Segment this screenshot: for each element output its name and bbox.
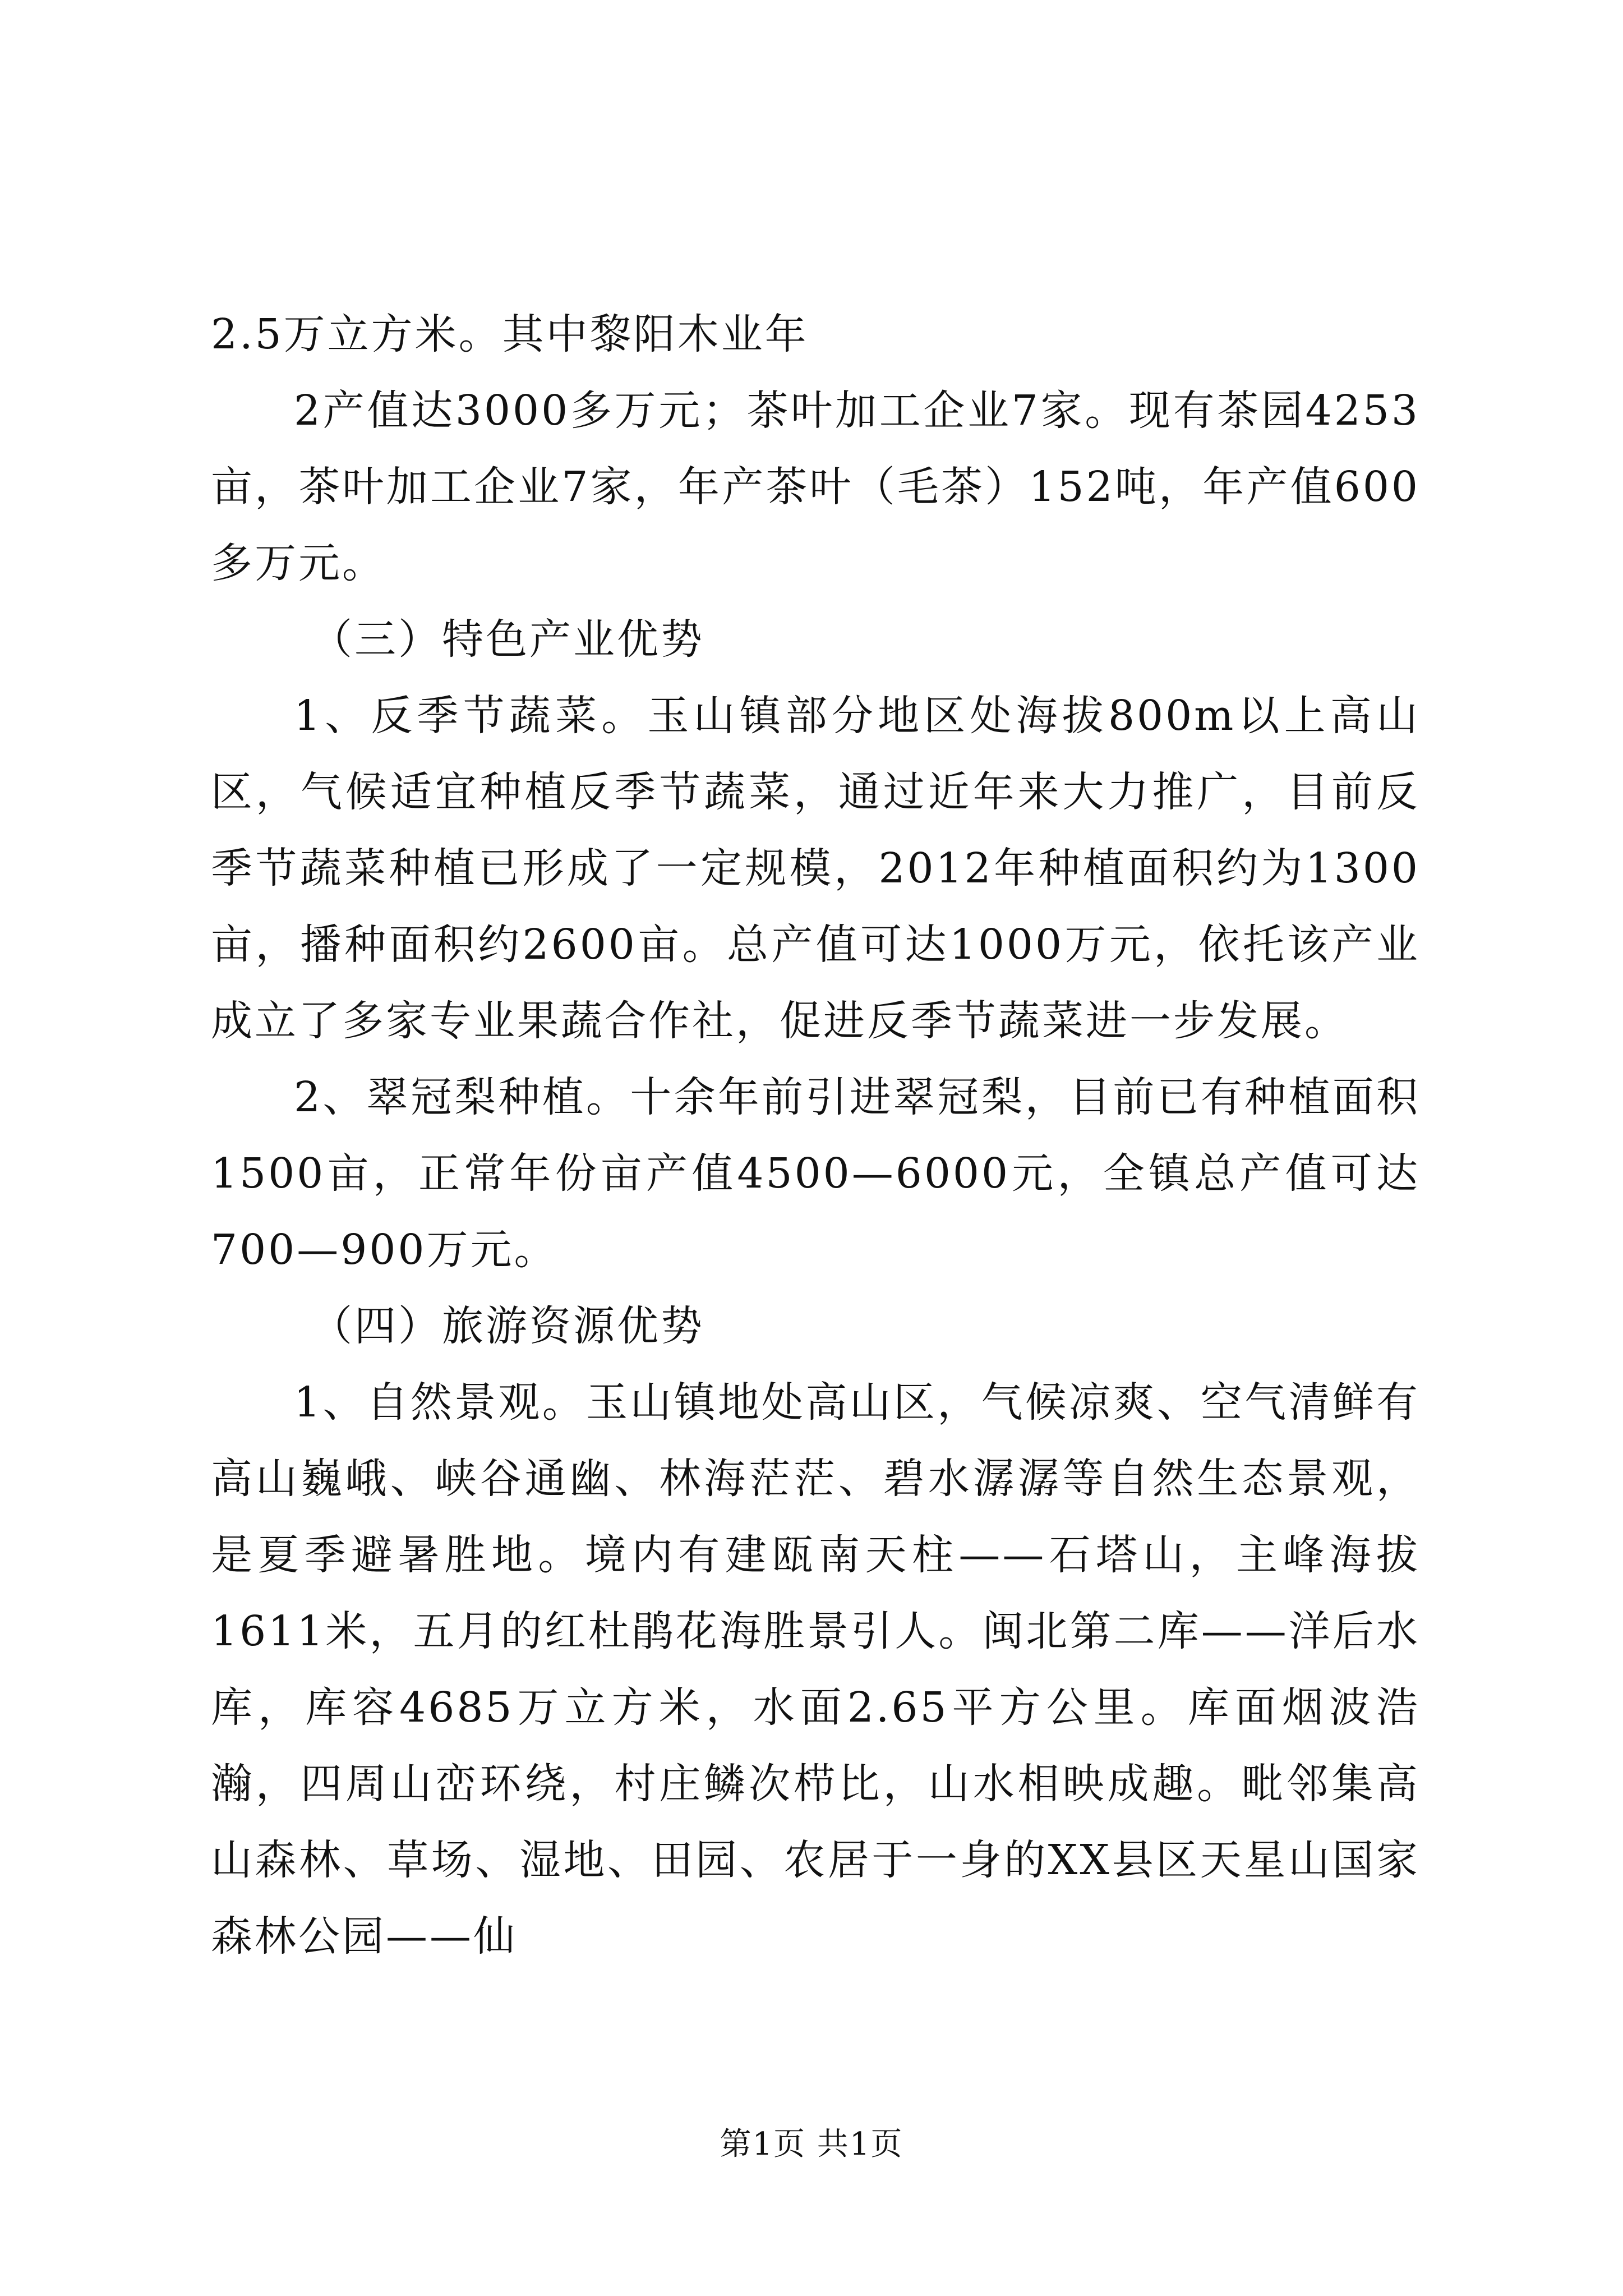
paragraph-continuation: 2.5万立方米。其中黎阳木业年: [211, 310, 809, 358]
paragraph-off-season-vegetables: 1、反季节蔬菜。玉山镇部分地区处海拔800m以上高山区，气候适宜种植反季节蔬菜，通过近年来大力推广，目前反季节蔬菜种植已形成了一定规模，2012年种植面积约为1300亩，播种面积约2600亩。总产值可达1000万元，依托该产业成立了多家专业果蔬合作社，促进反季节蔬菜进一步发展。: [211, 692, 1420, 1045]
paragraph-tea-industry: 2产值达3000多万元；茶叶加工企业7家。现有茶园4253亩，茶叶加工企业7家，年产茶叶（毛茶）152吨，年产值600多万元。: [211, 386, 1420, 587]
document-body: [211, 296, 1420, 1975]
section-heading-specialty-industry: （三）特色产业优势: [311, 615, 704, 664]
page-footer: 第1页 共1页: [720, 2126, 903, 2162]
section-heading-tourism: （四）旅游资源优势: [311, 1302, 704, 1350]
paragraph-pear-planting: 2、翠冠梨种植。十余年前引进翠冠梨，目前已有种植面积1500亩，正常年份亩产值4500—6000元，全镇总产值可达700—900万元。: [211, 1073, 1420, 1274]
paragraph-natural-scenery: 1、自然景观。玉山镇地处高山区，气候凉爽、空气清鲜有高山巍峨、峡谷通幽、林海茫茫、碧水潺潺等自然生态景观，是夏季避暑胜地。境内有建瓯南天柱——石塔山，主峰海拔1611米，五月的红杜鹃花海胜景引人。闽北第二库——洋后水库，库容4685万立方米，水面2.65平方公里。库面烟波浩瀚，四周山峦环绕，村庄鳞次栉比，山水相映成趣。毗邻集高山森林、草场、湿地、田园、农居于一身的XX县区天星山国家森林公园——仙: [211, 1378, 1420, 1961]
